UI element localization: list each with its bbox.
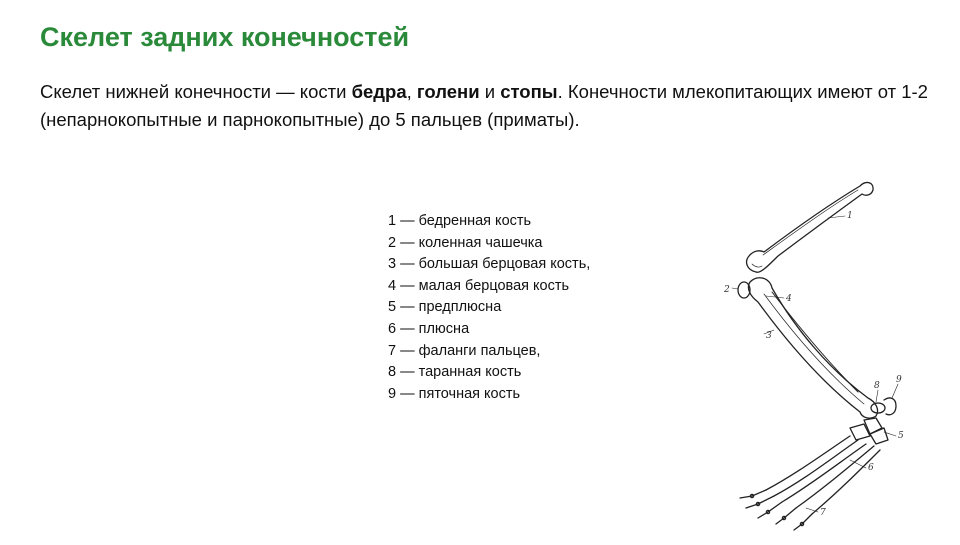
hind-limb-skeleton-figure (700, 170, 960, 540)
figure-label-1: 1 (847, 211, 853, 221)
intro-term-femur: бедра (351, 81, 407, 102)
intro-text-1: Скелет нижней конечности — кости (40, 81, 352, 102)
phalanx-bones (740, 490, 812, 530)
ankle-bones (871, 398, 896, 415)
figure-label-8: 8 (874, 381, 880, 391)
intro-paragraph (40, 78, 955, 134)
figure-label-9: 9 (896, 375, 902, 385)
fibula-bone (772, 292, 858, 392)
slide-title: Скелет задних конечностей (40, 22, 410, 52)
legend-item-8: 8 — таранная кость (388, 364, 522, 381)
legend-item-2: 2 — коленная чашечка (388, 234, 543, 251)
figure-label-2: 2 (724, 285, 730, 295)
figure-label-7: 7 (820, 508, 826, 518)
intro-term-foot: стопы (500, 81, 558, 102)
legend-item-4: 4 — малая берцовая кость (388, 277, 570, 294)
legend-item-9: 9 — пяточная кость (388, 385, 521, 402)
intro-text-2: , (406, 81, 417, 102)
bone-legend (388, 211, 590, 405)
figure-label-3: 3 (766, 331, 772, 341)
figure-label-4: 4 (786, 294, 792, 304)
hind-limb-skeleton-drawing (700, 170, 960, 540)
metatarsal-bones (766, 436, 880, 514)
legend-item-1: 1 — бедренная кость (388, 213, 532, 229)
figure-label-6: 6 (868, 463, 874, 473)
femur-bone (747, 183, 873, 273)
legend-item-5: 5 — предплюсна (388, 299, 502, 316)
intro-text-4: . Конечности млекопитающих имеют от 1-2 (непарнокопытные и парнокопытные) до 5 пальцев (приматы). (40, 81, 928, 130)
legend-item-6: 6 — плюсна (388, 320, 470, 337)
intro-text-3: и (479, 81, 501, 102)
tibia-bone (748, 278, 877, 418)
intro-term-shin: голени (416, 81, 480, 102)
legend-item-7: 7 — фаланги пальцев, (388, 342, 541, 359)
figure-label-5: 5 (898, 431, 904, 441)
tarsal-bones (850, 418, 888, 444)
legend-item-3: 3 — большая берцовая кость, (388, 256, 591, 273)
